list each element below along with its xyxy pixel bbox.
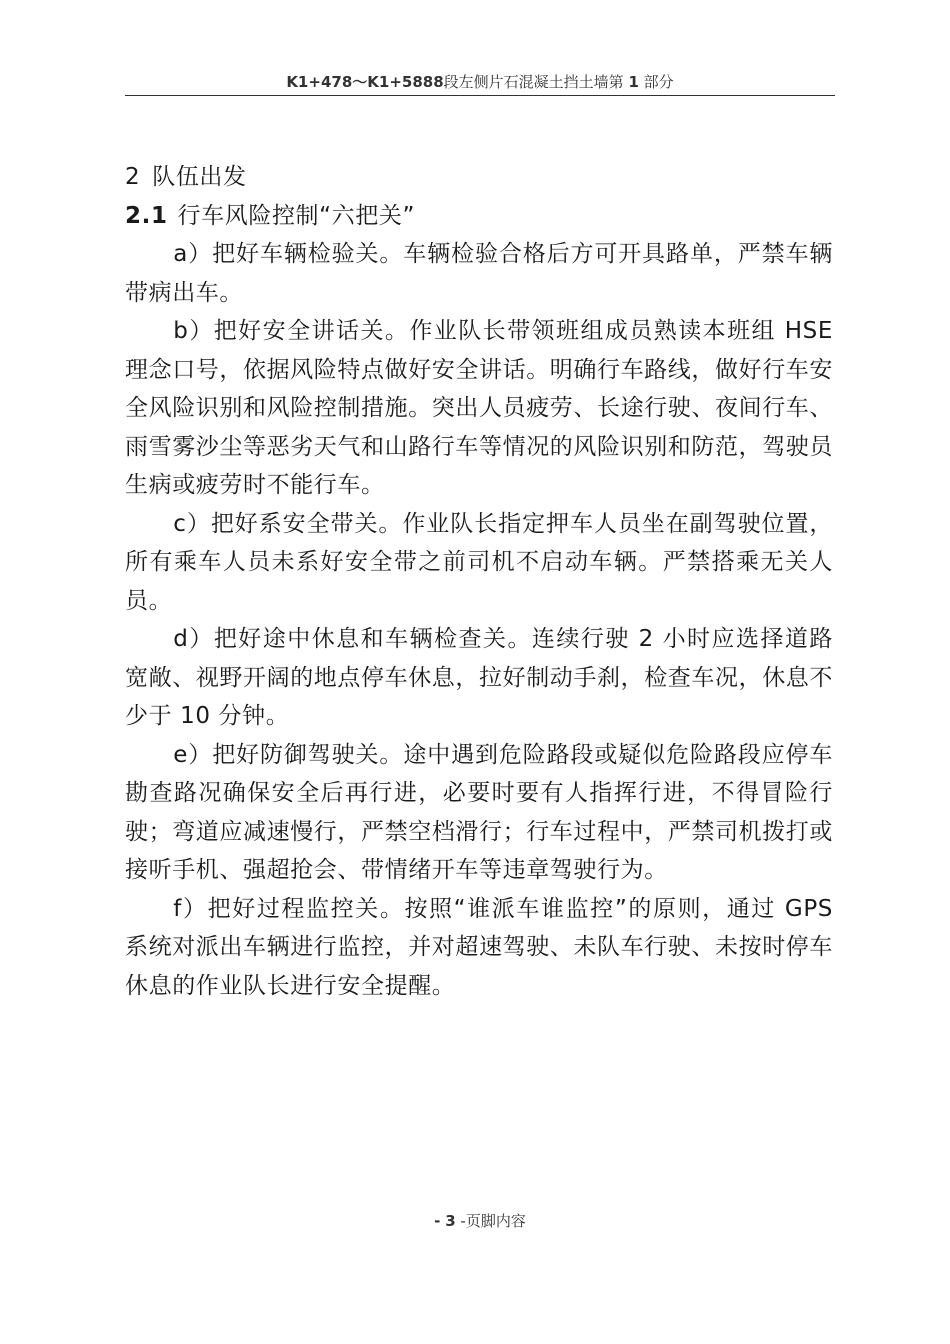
subsection-number: 2.1 bbox=[125, 202, 168, 229]
header-title-a: 段左侧片石混凝土挡土墙第 bbox=[443, 73, 624, 91]
section-heading bbox=[125, 158, 833, 197]
page-footer bbox=[125, 1210, 835, 1231]
header-rule bbox=[125, 95, 835, 96]
paragraph-e: e）把好防御驾驶关。途中遇到危险路段或疑似危险路段应停车勘查路况确保安全后再行进，必要时要有人指挥行进，不得冒险行驶；弯道应减速慢行，严禁空档滑行；行车过程中，严禁司机拨打或接听手机、强超抢会、带情绪开车等违章驾驶行为。 bbox=[125, 741, 833, 883]
paragraph-f: f）把好过程监控关。按照“谁派车谁监控”的原则，通过 GPS 系统对派出车辆进行监控，并对超速驾驶、未队车行驶、未按时停车休息的作业队长进行安全提醒。 bbox=[125, 895, 833, 999]
section-title: 队伍出发 bbox=[152, 164, 247, 190]
paragraph-b: b）把好安全讲话关。作业队长带领班组成员熟读本班组 HSE 理念口号，依据风险特点做好安全讲话。明确行车路线，做好行车安全风险识别和风险控制措施。突出人员疲劳、长途行驶、夜间行车、雨雪雾沙尘等恶劣天气和山路行车等情况的风险识别和防范，驾驶员生病或疲劳时不能行车。 bbox=[125, 318, 833, 498]
header-code: K1+478～K1+5888 bbox=[286, 73, 444, 91]
footer-suffix: -页脚内容 bbox=[460, 1212, 526, 1230]
page-header bbox=[125, 72, 835, 92]
header-title-b: 部分 bbox=[643, 73, 674, 91]
section-number: 2 bbox=[125, 164, 141, 190]
footer-prefix: - bbox=[434, 1212, 441, 1230]
paragraph-c: c）把好系安全带关。作业队长指定押车人员坐在副驾驶位置，所有乘车人员未系好安全带之前司机不启动车辆。严禁搭乘无关人员。 bbox=[125, 510, 833, 614]
header-part-num: 1 bbox=[628, 73, 639, 91]
document-body bbox=[125, 158, 833, 1005]
paragraph-a: a）把好车辆检验关。车辆检验合格后方可开具路单，严禁车辆带病出车。 bbox=[125, 241, 833, 306]
subsection-heading bbox=[125, 197, 833, 236]
footer-page-number: 3 bbox=[445, 1212, 456, 1230]
paragraph-d: d）把好途中休息和车辆检查关。连续行驶 2 小时应选择道路宽敞、视野开阔的地点停车休息，拉好制动手刹，检查车况，休息不少于 10 分钟。 bbox=[125, 626, 833, 729]
subsection-title: 行车风险控制“六把关” bbox=[177, 202, 415, 229]
